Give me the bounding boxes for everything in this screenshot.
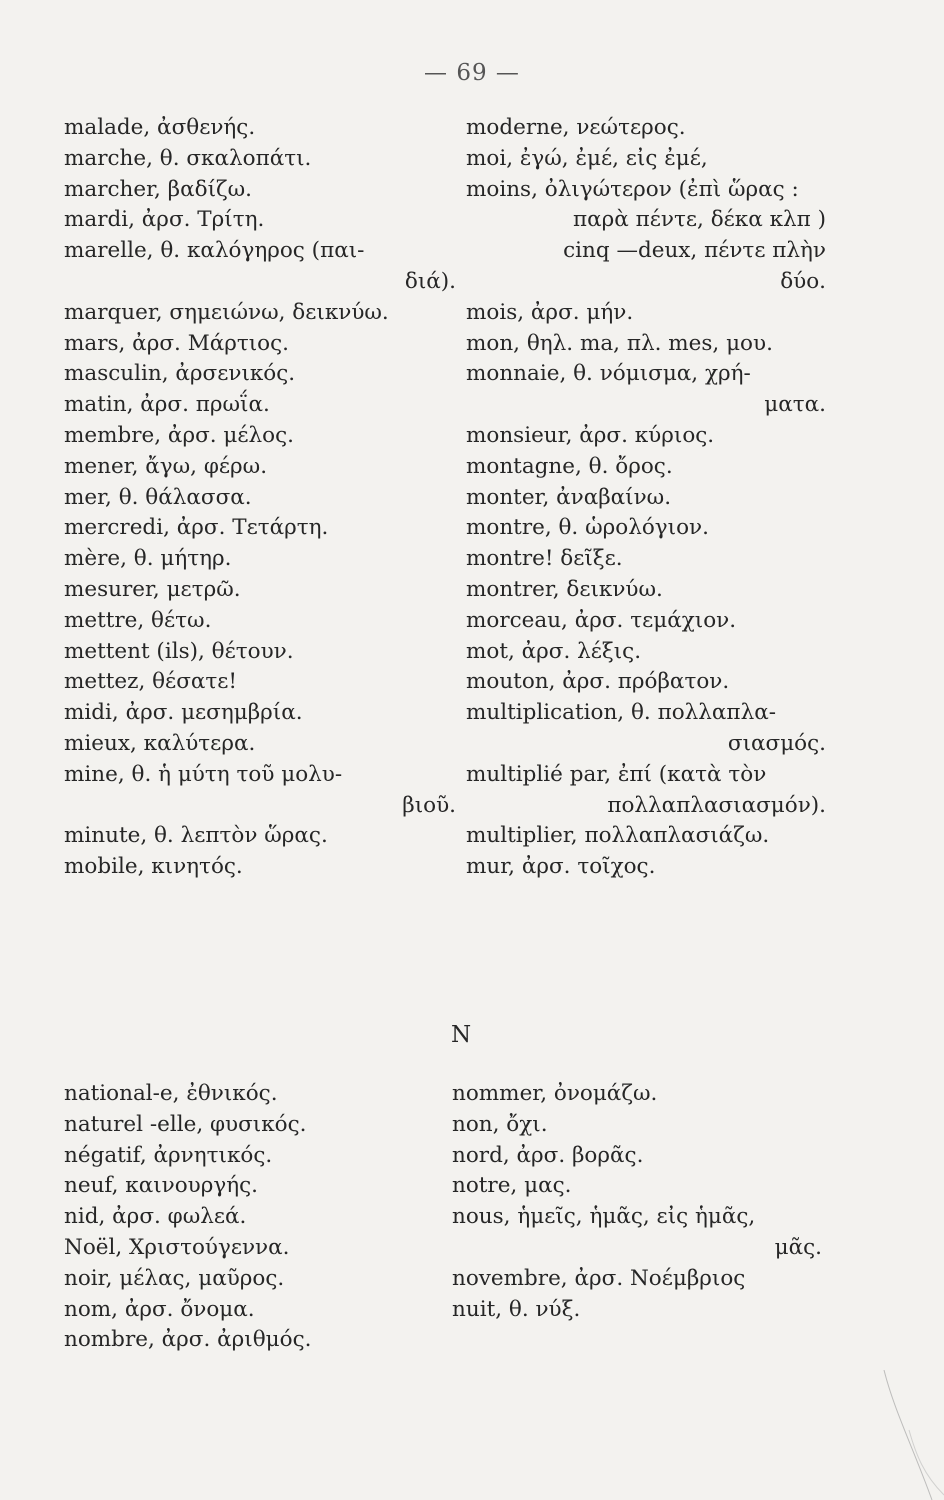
dictionary-entry: mars, ἀρσ. Μάρτιος. — [64, 330, 290, 356]
dictionary-entry: moi, ἐγώ, ἐμέ, εἰς ἐμέ, — [466, 145, 708, 171]
page-number: — 69 — — [424, 60, 520, 86]
dictionary-entry: nous, ἡμεῖς, ἡμᾶς, εἰς ἡμᾶς, — [452, 1204, 756, 1230]
dictionary-entry-continuation: δύο. — [780, 268, 826, 294]
dictionary-entry: nommer, ὀνομάζω. — [452, 1081, 658, 1106]
dictionary-entry: mieux, καλύτερα. — [64, 730, 256, 756]
dictionary-entry: mesurer, μετρῶ. — [64, 576, 241, 602]
dictionary-entry: mobile, κινητός. — [64, 854, 243, 880]
dictionary-entry: mercredi, ἀρσ. Τετάρτη. — [64, 515, 329, 541]
dictionary-entry: nom, ἀρσ. ὄνομα. — [64, 1296, 255, 1322]
dictionary-entry-continuation: πολλαπλασιασμόν). — [607, 792, 826, 818]
dictionary-entry: montrer, δεικνύω. — [466, 576, 663, 602]
dictionary-entry: monnaie, θ. νόμισμα, χρή- — [466, 361, 751, 387]
dictionary-entry: nuit, θ. νύξ. — [452, 1296, 581, 1322]
dictionary-entry: noir, μέλας, μαῦρος. — [64, 1265, 285, 1291]
dictionary-entry: montre, θ. ὡρολόγιον. — [466, 515, 709, 541]
dictionary-entry-continuation: παρὰ πέντε, δέκα κλπ ) — [573, 207, 826, 233]
dictionary-entry-continuation: σιασμός. — [727, 730, 826, 756]
left-column-m — [64, 113, 456, 883]
dictionary-entry: novembre, ἀρσ. Νοέμβριος — [452, 1265, 746, 1291]
dictionary-entry: matin, ἀρσ. πρωΐα. — [64, 392, 270, 418]
dictionary-entry: marche, θ. σκαλοπάτι. — [64, 145, 312, 171]
dictionary-entry: non, ὄχι. — [452, 1111, 548, 1137]
dictionary-entry: membre, ἀρσ. μέλος. — [64, 422, 294, 448]
dictionary-entry: moderne, νεώτερος. — [466, 115, 686, 140]
paper-fold-crease — [854, 1370, 944, 1500]
dictionary-entry: multiplier, πολλαπλασιάζω. — [466, 823, 770, 849]
dictionary-entry: midi, ἀρσ. μεσημβρία. — [64, 700, 303, 726]
dictionary-entry: mois, ἀρσ. μήν. — [466, 299, 634, 325]
dictionary-entry: nombre, ἀρσ. ἀριθμός. — [64, 1327, 312, 1353]
dictionary-entry: nord, ἀρσ. βορᾶς. — [452, 1142, 644, 1168]
dictionary-entry: minute, θ. λεπτὸν ὥρας. — [64, 823, 328, 849]
section-letter-heading: N — [450, 1022, 472, 1048]
dictionary-entry: masculin, ἀρσενικός. — [64, 361, 296, 387]
dictionary-entry: mettez, θέσατε! — [64, 669, 238, 695]
dictionary-entry: mettent (ils), θέτουν. — [64, 638, 294, 664]
dictionary-entry: mon, θηλ. ma, πλ. mes, μου. — [466, 330, 773, 356]
dictionary-entry-continuation: ματα. — [764, 392, 826, 418]
dictionary-entry: montre! δεῖξε. — [466, 546, 623, 572]
dictionary-entry-continuation: βιοῦ. — [402, 792, 456, 818]
right-column-m — [466, 113, 826, 883]
dictionary-entry: nid, ἀρσ. φωλεά. — [64, 1204, 247, 1230]
dictionary-entry: mot, ἀρσ. λέξις. — [466, 638, 642, 664]
dictionary-entry: mur, ἀρσ. τοῖχος. — [466, 854, 656, 880]
dictionary-entry: négatif, ἀρνητικός. — [64, 1142, 273, 1168]
dictionary-entry-continuation: μᾶς. — [774, 1234, 822, 1260]
dictionary-entry: monsieur, ἀρσ. κύριος. — [466, 422, 715, 448]
dictionary-entry: multiplication, θ. πολλαπλα- — [466, 700, 776, 726]
dictionary-entry: multiplié par, ἐπί (κατὰ τὸν — [466, 761, 767, 787]
dictionary-entry: moins, ὀλιγώτερον (ἐπὶ ὥρας : — [466, 176, 799, 202]
dictionary-entry-continuation: cinq —deux, πέντε πλὴν — [563, 238, 826, 264]
dictionary-entry: notre, μας. — [452, 1173, 572, 1199]
dictionary-entry: national-e, ἐθνικός. — [64, 1081, 278, 1106]
dictionary-entry: mardi, ἀρσ. Τρίτη. — [64, 207, 265, 233]
dictionary-entry: morceau, ἀρσ. τεμάχιον. — [466, 607, 737, 633]
left-column-n — [64, 1079, 456, 1356]
dictionary-entry: neuf, καινουργής. — [64, 1173, 258, 1199]
dictionary-entry: monter, ἀναβαίνω. — [466, 484, 672, 510]
dictionary-entry: mine, θ. ἡ μύτη τοῦ μολυ- — [64, 761, 343, 787]
dictionary-entry: marquer, σημειώνω, δεικνύω. — [64, 299, 389, 325]
dictionary-entry: montagne, θ. ὄρος. — [466, 453, 673, 479]
dictionary-entry: mouton, ἀρσ. πρόβατον. — [466, 669, 730, 695]
dictionary-entry-continuation: διά). — [404, 268, 456, 294]
dictionary-entry: mère, θ. μήτηρ. — [64, 546, 232, 572]
dictionary-entry: mer, θ. θάλασσα. — [64, 484, 252, 510]
dictionary-entry: marcher, βαδίζω. — [64, 176, 253, 202]
dictionary-entry: Noël, Χριστούγεννα. — [64, 1234, 290, 1260]
dictionary-entry: mener, ἄγω, φέρω. — [64, 453, 268, 479]
dictionary-entry: marelle, θ. καλόγηρος (παι- — [64, 238, 365, 264]
right-column-n — [452, 1079, 822, 1325]
dictionary-entry: naturel -elle, φυσικός. — [64, 1111, 307, 1137]
dictionary-entry: mettre, θέτω. — [64, 607, 212, 633]
dictionary-entry: malade, ἀσθενής. — [64, 115, 256, 140]
